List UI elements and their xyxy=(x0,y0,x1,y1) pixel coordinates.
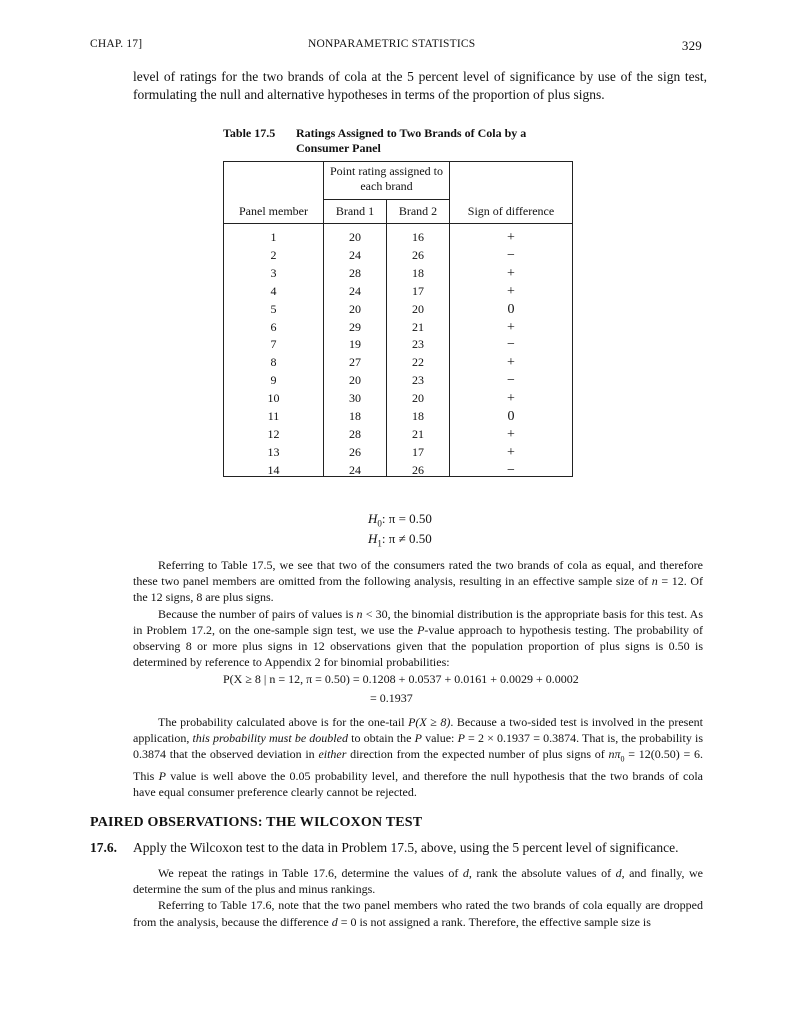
cell-brand-1: 30 xyxy=(349,391,361,406)
cell-brand-2: 26 xyxy=(412,247,424,262)
cell-member: 3 xyxy=(270,265,277,280)
table-row xyxy=(224,409,574,427)
ratings-table xyxy=(223,161,573,477)
table-row xyxy=(224,373,574,391)
header-brand-1: Brand 1 xyxy=(335,204,375,218)
cell-sign: − xyxy=(507,337,515,353)
cell-brand-1: 27 xyxy=(349,355,361,370)
table-divider xyxy=(323,199,449,200)
cell-sign: − xyxy=(507,247,515,263)
cell-sign: + xyxy=(507,283,515,299)
cell-member: 8 xyxy=(270,355,277,370)
cell-brand-1: 26 xyxy=(349,444,361,459)
cell-brand-1: 28 xyxy=(349,265,361,280)
cell-brand-1: 20 xyxy=(349,373,361,388)
intro-paragraph: level of ratings for the two brands of cola at the 5 percent level of significance by use of the sign test, formulating the null and alternative hypotheses in terms of the proportion of plus signs. xyxy=(133,69,707,102)
cell-brand-1: 24 xyxy=(349,247,361,262)
cell-member: 10 xyxy=(267,391,280,406)
cell-brand-1: 24 xyxy=(349,462,361,477)
cell-brand-1: 18 xyxy=(349,409,361,423)
cell-member: 5 xyxy=(270,301,277,316)
running-head xyxy=(90,38,702,54)
probability-result: = 0.1937 xyxy=(370,691,413,705)
table-row xyxy=(224,391,574,409)
table-row xyxy=(224,355,574,373)
solution-paragraph-1: Referring to Table 17.5, we see that two of the consumers rated the two brands of cola as equal, and therefore these two panel members are omitted from the following analysis, resulting in an effective sample size of n = 12. Of the 12 signs, 8 are plus signs. xyxy=(133,558,704,605)
header-sign: Sign of difference xyxy=(467,204,555,218)
cell-sign: + xyxy=(507,426,515,442)
probability-equation: P(X ≥ 8 | n = 12, π = 0.50) = 0.1208 + 0.0537 + 0.0161 + 0.0029 + 0.0002 xyxy=(223,672,579,686)
cell-brand-2: 26 xyxy=(412,462,424,477)
chapter-label: CHAP. 17] xyxy=(90,38,143,50)
cell-brand-2: 17 xyxy=(412,444,424,459)
cell-brand-2: 23 xyxy=(412,373,424,388)
cell-sign: − xyxy=(507,373,515,389)
cell-brand-2: 23 xyxy=(412,337,424,352)
cell-member: 2 xyxy=(270,247,277,262)
cell-brand-1: 24 xyxy=(349,283,361,298)
cell-member: 4 xyxy=(270,283,277,298)
table-caption-text: Ratings Assigned to Two Brands of Cola by a Consumer Panel xyxy=(296,126,527,155)
cell-brand-2: 16 xyxy=(412,230,424,244)
cell-sign: 0 xyxy=(507,301,515,317)
header-brand-2: Brand 2 xyxy=(398,204,438,218)
cell-brand-1: 29 xyxy=(349,319,361,334)
cell-sign: − xyxy=(507,462,515,478)
cell-member: 1 xyxy=(270,230,277,244)
cell-brand-1: 28 xyxy=(349,426,361,441)
cell-member: 9 xyxy=(270,373,277,388)
h0-symbol: H xyxy=(368,511,378,526)
problem-number: 17.6. xyxy=(90,840,117,855)
cell-member: 13 xyxy=(267,444,280,459)
h0-subscript: 0 xyxy=(377,518,382,529)
cell-brand-1: 19 xyxy=(349,337,361,352)
chapter-title: NONPARAMETRIC STATISTICS xyxy=(308,38,476,50)
cell-member: 14 xyxy=(267,462,280,477)
cell-brand-2: 18 xyxy=(412,265,424,280)
cell-member: 6 xyxy=(270,319,277,334)
cell-sign: + xyxy=(507,265,515,281)
header-panel-member: Panel member xyxy=(239,204,308,218)
cell-sign: + xyxy=(507,230,515,245)
table-row xyxy=(224,320,574,338)
table-row xyxy=(224,427,574,445)
cell-brand-2: 18 xyxy=(412,409,424,423)
table-row xyxy=(224,284,574,302)
header-group-ratings: Point rating assigned to each brand xyxy=(330,164,443,193)
h1-symbol: H xyxy=(368,531,378,546)
alternative-hypothesis xyxy=(368,531,432,549)
table-row xyxy=(224,230,574,248)
cell-member: 12 xyxy=(267,426,280,441)
cell-brand-2: 22 xyxy=(412,355,424,370)
cell-sign: + xyxy=(507,355,515,371)
table-row xyxy=(224,302,574,320)
conclusion-paragraph: The probability calculated above is for the one-tail P(X ≥ 8). Because a two-sided test is involved in the present application, this probability must be doubled to obtain the P value: P = 2 × 0.1937 = 0.3874. That is, the probability is 0.3874 that the observed deviation in either direction from the expected number of plus signs of $n\pi_0 = 12(0.50) = 6$. This P value is well above the 0.05 probability level, and therefore the null hypothesis that the two brands of cola have equal consumer preference clearly cannot be rejected. xyxy=(133,715,704,800)
table-row xyxy=(224,337,574,355)
h1-relation: : π ≠ 0.50 xyxy=(381,531,432,546)
section-heading: PAIRED OBSERVATIONS: THE WILCOXON TEST xyxy=(90,815,423,830)
table-row xyxy=(224,248,574,266)
null-hypothesis xyxy=(368,511,432,529)
h0-relation: : π = 0.50 xyxy=(381,511,432,526)
cell-sign: 0 xyxy=(507,409,515,424)
solution-paragraphs xyxy=(133,557,703,670)
cell-brand-2: 20 xyxy=(412,301,424,316)
cell-brand-2: 21 xyxy=(412,319,424,334)
cell-brand-2: 21 xyxy=(412,426,424,441)
table-row xyxy=(224,445,574,463)
table-row xyxy=(224,463,574,481)
cell-sign: + xyxy=(507,319,515,335)
table-row xyxy=(224,266,574,284)
table-divider xyxy=(224,223,572,224)
cell-brand-2: 17 xyxy=(412,283,424,298)
cell-member: 11 xyxy=(267,409,280,423)
cell-brand-1: 20 xyxy=(349,301,361,316)
problem-statement: Apply the Wilcoxon test to the data in Problem 17.5, above, using the 5 percent level of significance. xyxy=(133,840,679,855)
cell-sign: + xyxy=(507,391,515,407)
cell-member: 7 xyxy=(270,337,277,352)
page-number: 329 xyxy=(681,38,702,53)
h1-subscript: 1 xyxy=(377,538,382,549)
problem-solution: We repeat the ratings in Table 17.6, determine the values of d, rank the absolute values of d, and finally, we determine the sum of the plus and minus rankings. Referring to Table 17.6, note that the two panel members who rated the two brands of cola equally are dropped from the analysis, because the difference d = 0 is not assigned a rank. Therefore, the effective sample size is xyxy=(133,866,703,929)
cell-brand-2: 20 xyxy=(412,391,424,406)
table-label: Table 17.5 xyxy=(223,126,276,140)
solution-paragraph-2: Because the number of pairs of values is n < 30, the binomial distribution is the appropriate basis for this test. As in Problem 17.2, on the one-sample sign test, we use the P-value approach to hypothesis testing. The probability of observing 8 or more plus signs in 12 observations given that the population proportion of plus signs is 0.50 is determined by reference to Appendix 2 for binomial probabilities: xyxy=(133,606,703,670)
cell-brand-1: 20 xyxy=(349,230,361,244)
cell-sign: + xyxy=(507,444,515,460)
